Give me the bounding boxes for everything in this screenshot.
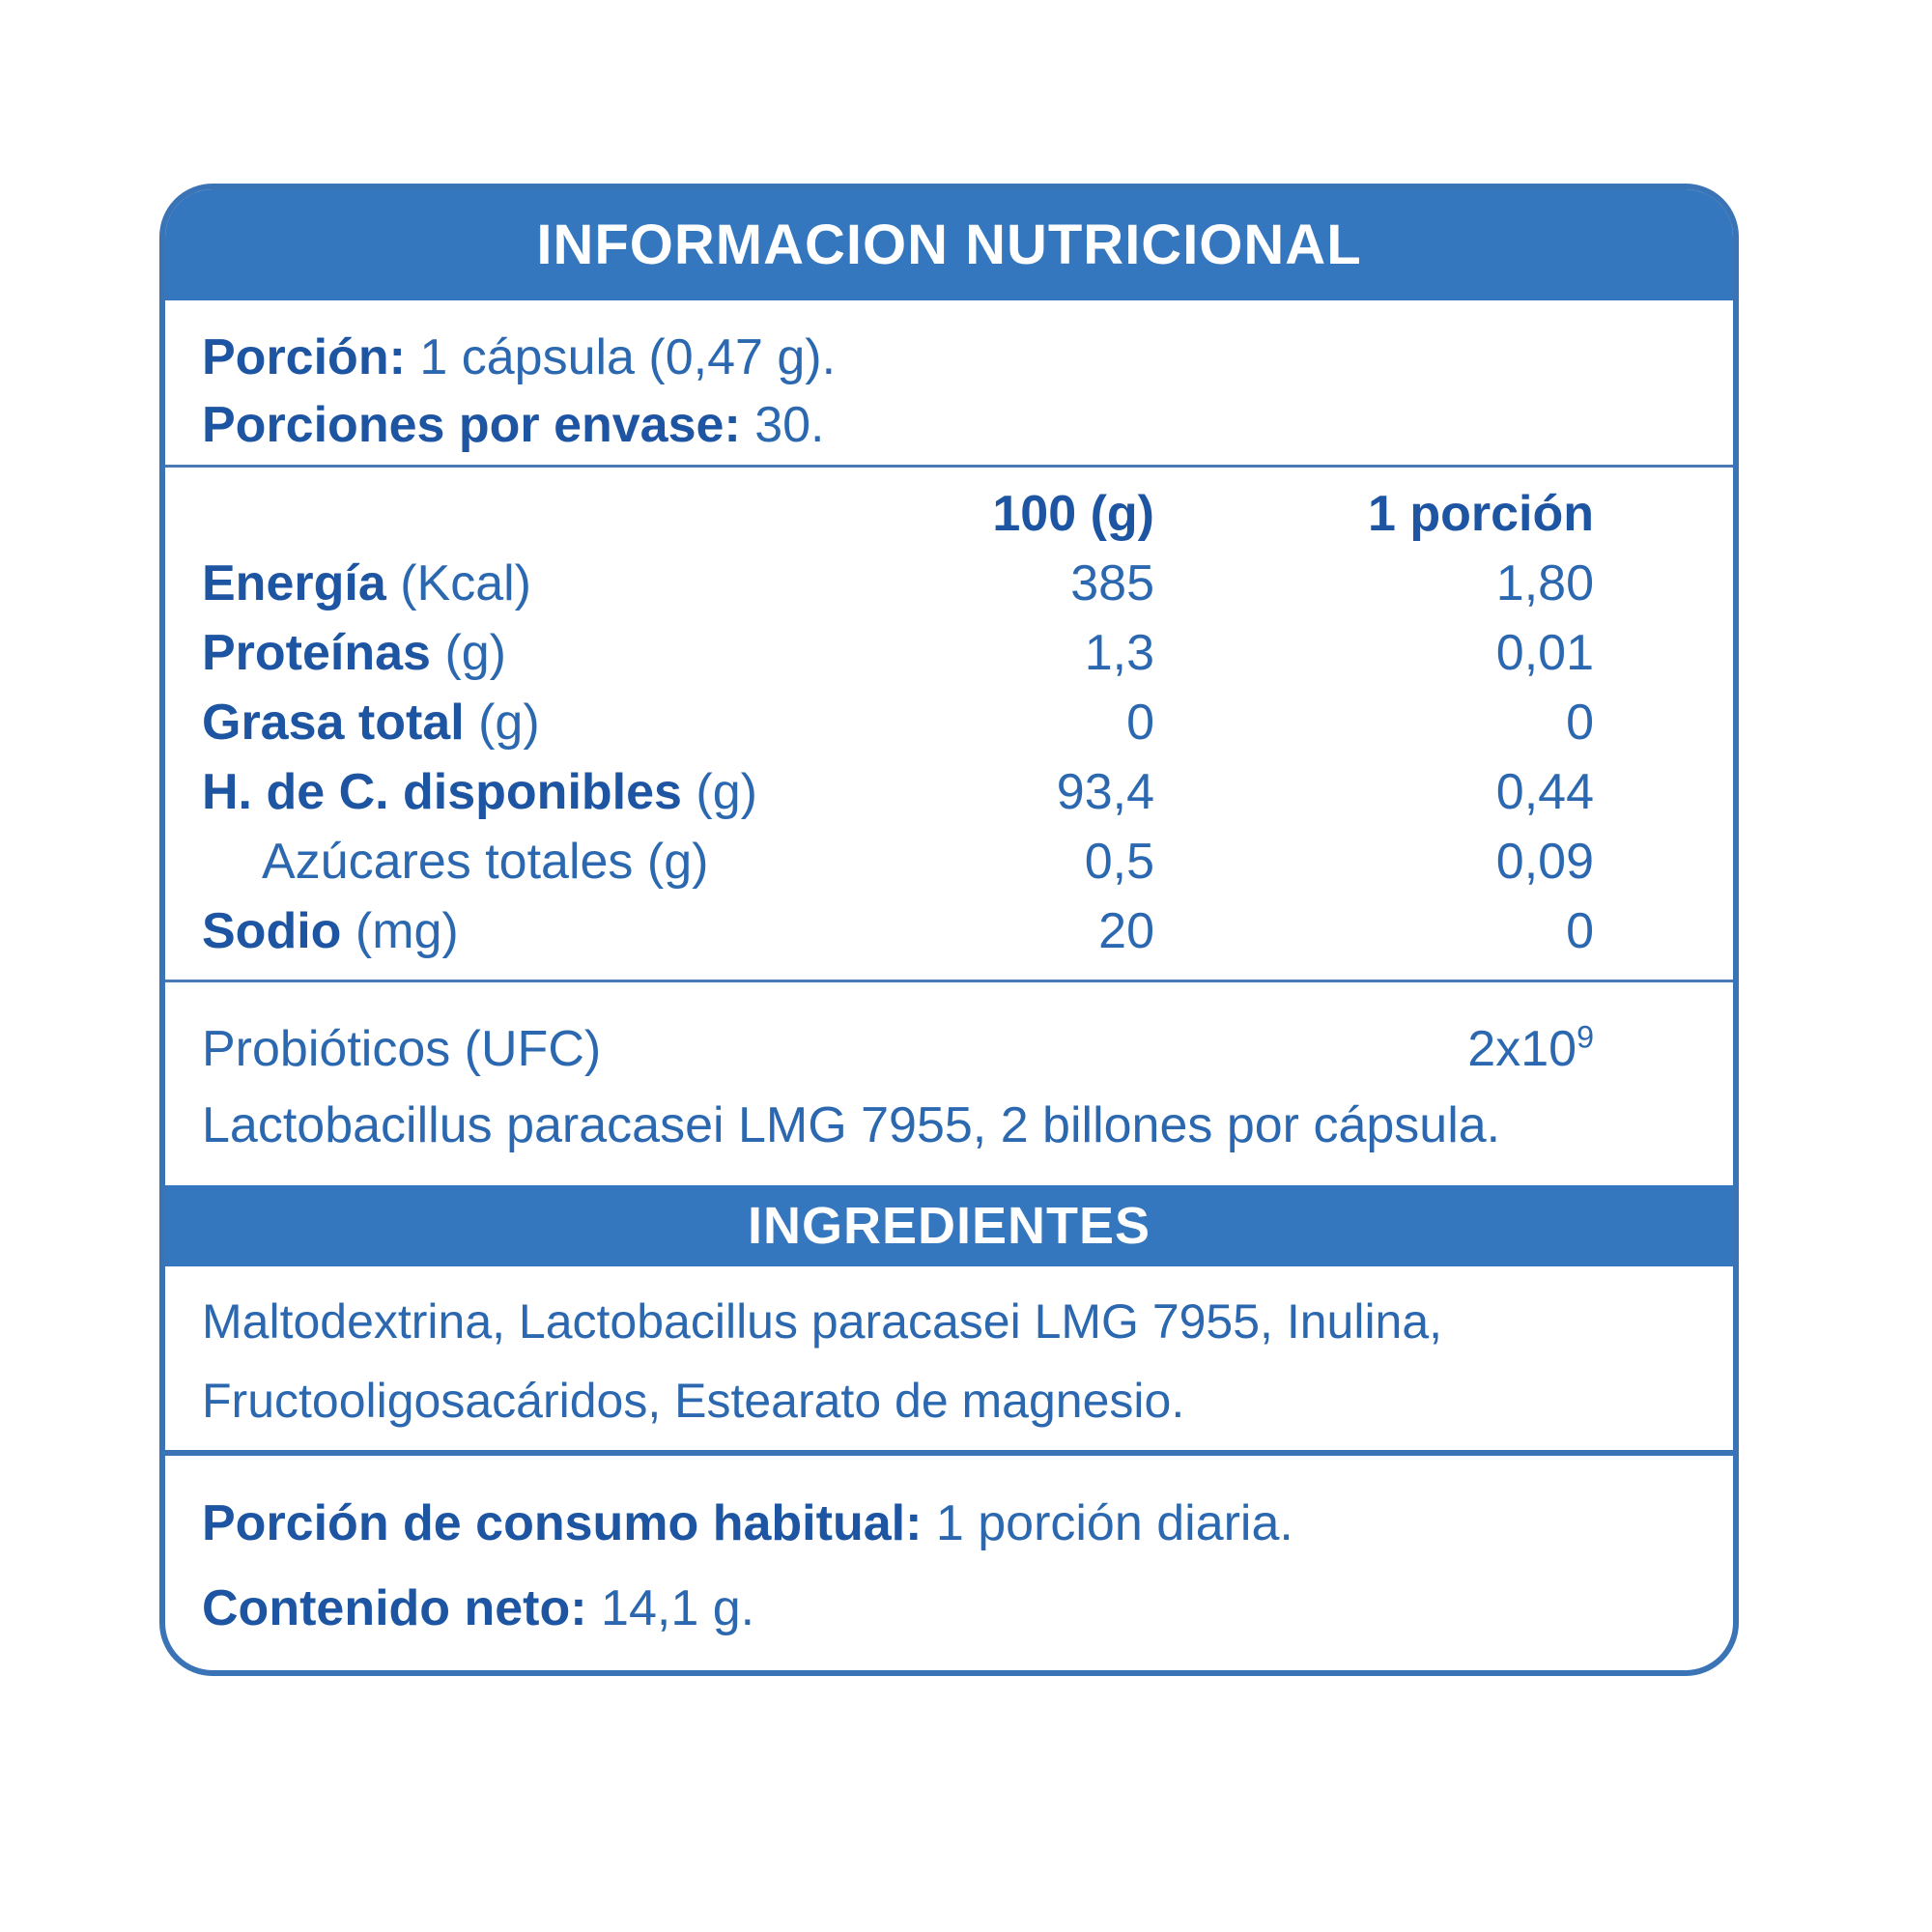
nutrition-label-card — [159, 184, 1739, 1676]
table-row-azucares-totales — [202, 827, 1594, 896]
probiotics-section — [165, 982, 1733, 1185]
probiotics-value-base: 2x10 — [1467, 1021, 1577, 1077]
footer-section — [165, 1456, 1733, 1670]
nutrient-name — [202, 833, 908, 891]
nutrient-table — [165, 468, 1733, 980]
serving-size-line — [202, 324, 1694, 391]
nutrient-unit: (Kcal) — [400, 555, 531, 611]
value-per-100g: 93,4 — [1056, 764, 1154, 820]
nutrition-header-title: INFORMACION NUTRICIONAL — [536, 213, 1362, 276]
nutrient-name — [202, 694, 908, 752]
probiotics-label: Probióticos (UFC) — [202, 1021, 602, 1077]
column-header-per-100g: 100 (g) — [992, 486, 1154, 542]
nutrient-name-text: Energía — [202, 555, 386, 611]
probiotics-value — [1467, 1020, 1594, 1078]
table-row-carbohidratos — [202, 757, 1594, 827]
value-per-portion: 0,44 — [1495, 764, 1594, 820]
nutrient-name-text: Azúcares totales — [262, 834, 634, 890]
table-row-sodio — [202, 896, 1594, 966]
servings-per-container-label: Porciones por envase: — [202, 397, 741, 453]
serving-size-value: 1 cápsula (0,47 g). — [419, 329, 837, 385]
value-per-portion: 0,01 — [1495, 625, 1594, 681]
nutrient-name-text: H. de C. disponibles — [202, 764, 682, 820]
net-content-line — [202, 1566, 1694, 1651]
table-row-energia — [202, 549, 1594, 618]
value-per-100g: 1,3 — [1084, 625, 1154, 681]
servings-per-container-line — [202, 391, 1694, 459]
habitual-consumption-label: Porción de consumo habitual: — [202, 1495, 923, 1551]
nutrient-name — [202, 624, 908, 682]
habitual-consumption-line — [202, 1481, 1694, 1566]
value-per-portion: 0 — [1566, 695, 1594, 751]
nutrient-name — [202, 902, 908, 960]
ingredients-header-bar — [165, 1185, 1733, 1266]
servings-per-container-value: 30. — [754, 397, 825, 453]
nutrient-name-text: Proteínas — [202, 625, 431, 681]
nutrient-unit: (g) — [696, 764, 757, 820]
nutrient-name-text: Sodio — [202, 903, 342, 959]
value-per-100g: 0,5 — [1084, 834, 1154, 890]
probiotics-value-exponent: 9 — [1577, 1019, 1594, 1055]
probiotics-row — [202, 1017, 1594, 1081]
nutrient-name-text: Grasa total — [202, 695, 465, 751]
nutrient-unit: (mg) — [355, 903, 459, 959]
column-header-per-portion: 1 porción — [1367, 486, 1594, 542]
nutrient-table-header-row — [202, 479, 1594, 549]
table-row-grasa-total — [202, 688, 1594, 757]
value-per-100g: 385 — [1070, 555, 1154, 611]
nutrient-name — [202, 554, 908, 612]
ingredients-header-title: INGREDIENTES — [747, 1197, 1151, 1255]
nutrient-unit: (g) — [444, 625, 506, 681]
net-content-value: 14,1 g. — [601, 1580, 755, 1636]
serving-info-section — [165, 300, 1733, 465]
value-per-100g: 20 — [1098, 903, 1154, 959]
ingredients-section — [165, 1266, 1733, 1450]
nutrient-unit: (g) — [478, 695, 540, 751]
value-per-portion: 1,80 — [1495, 555, 1594, 611]
value-per-100g: 0 — [1126, 695, 1154, 751]
ingredients-line-1: Maltodextrina, Lactobacillus paracasei LMG 7955, Inulina, — [202, 1294, 1443, 1349]
ingredients-line-2: Fructooligosacáridos, Estearato de magnesio. — [202, 1374, 1185, 1428]
habitual-consumption-value: 1 porción diaria. — [935, 1495, 1293, 1551]
probiotics-strain-detail: Lactobacillus paracasei LMG 7955, 2 billones por cápsula. — [202, 1097, 1501, 1153]
nutrient-name — [202, 763, 908, 821]
nutrition-header-bar — [165, 189, 1733, 300]
table-row-proteinas — [202, 618, 1594, 688]
nutrient-unit: (g) — [646, 834, 709, 890]
value-per-portion: 0 — [1566, 903, 1594, 959]
serving-size-label: Porción: — [202, 329, 406, 385]
value-per-portion: 0,09 — [1495, 834, 1594, 890]
net-content-label: Contenido neto: — [202, 1580, 587, 1636]
